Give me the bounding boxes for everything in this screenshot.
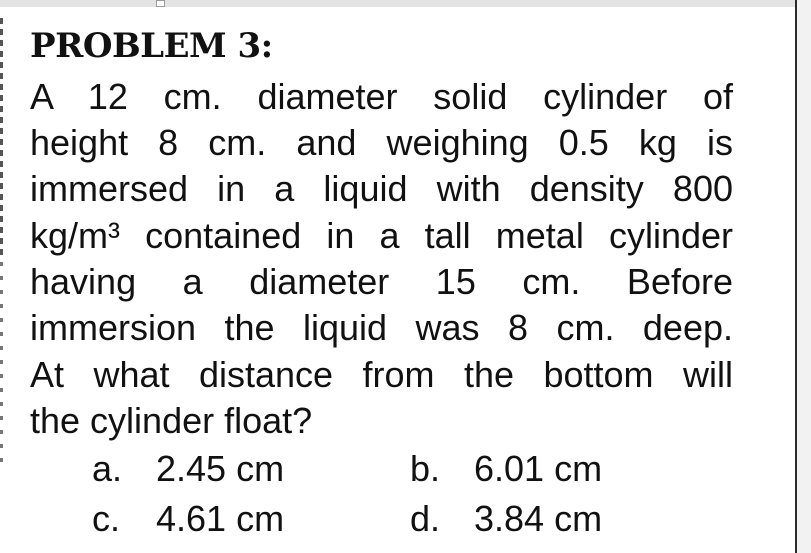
problem-text-line-2: height 8 cm. and weighing 0.5 kg is xyxy=(30,122,733,163)
choice-d xyxy=(410,496,602,542)
problem-text-line-7: At what distance from the bottom will xyxy=(30,354,733,395)
problem-text-line-3: immersed in a liquid with density 800 xyxy=(30,168,733,209)
choice-c xyxy=(92,496,284,542)
top-edge-bar xyxy=(0,0,811,7)
problem-text-line-1: A 12 cm. diameter solid cylinder of xyxy=(30,76,733,117)
left-margin-marks xyxy=(0,18,3,258)
problem-title: PROBLEM 3: xyxy=(30,26,273,66)
choice-value: 6.01 cm xyxy=(474,448,603,489)
choice-letter: b. xyxy=(410,448,441,489)
resize-handle[interactable] xyxy=(156,0,165,7)
problem-text-line-4: kg/m³ contained in a tall metal cylinder xyxy=(30,215,733,256)
problem-text-line-6: immersion the liquid was 8 cm. deep. xyxy=(30,307,733,348)
choice-letter: d. xyxy=(410,498,441,539)
problem-text-line-5: having a diameter 15 cm. Before xyxy=(30,261,733,302)
choice-a xyxy=(92,446,284,492)
choice-value: 2.45 cm xyxy=(156,448,285,489)
choice-value: 4.61 cm xyxy=(156,498,285,539)
right-edge-strip xyxy=(797,0,811,553)
problem-text-line-8: the cylinder float? xyxy=(30,400,313,441)
choice-b xyxy=(410,446,602,492)
left-margin-marks-lower xyxy=(0,262,3,472)
choice-letter: a. xyxy=(92,448,123,489)
choice-value: 3.84 cm xyxy=(474,498,603,539)
choice-letter: c. xyxy=(92,498,121,539)
